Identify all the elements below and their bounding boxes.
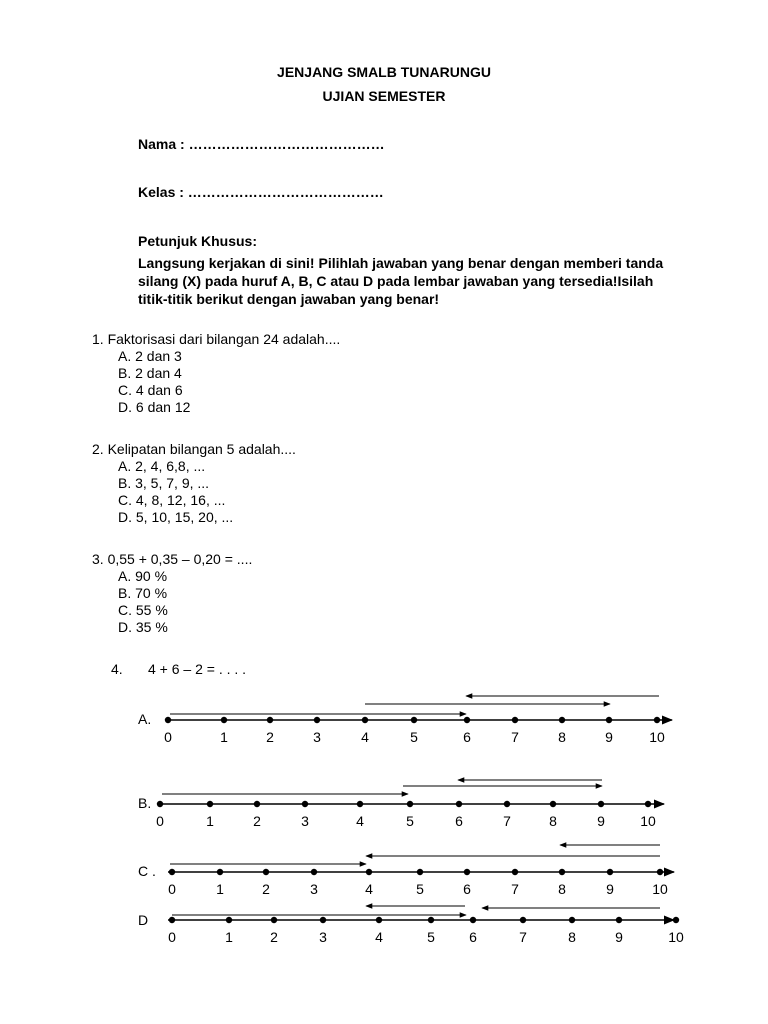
tick-dot [569,917,575,923]
tick-label: 0 [164,729,172,745]
tick-dot [559,869,565,875]
number-line-d [138,906,684,945]
tick-label: 2 [262,881,270,897]
option-b[interactable]: B. 70 % [118,585,168,601]
tick-dot [376,917,382,923]
tick-label: 6 [469,929,477,945]
tick-label: 8 [558,881,566,897]
tick-label: 8 [568,929,576,945]
number-line-options [0,680,768,970]
question-text: 1. Faktorisasi dari bilangan 24 adalah.... [92,331,341,347]
tick-dot [673,917,679,923]
question-number: 4. [111,661,123,677]
tick-dot [157,801,163,807]
question-expression: 4 + 6 – 2 = . . . . [148,661,247,677]
tick-label: 4 [375,929,383,945]
tick-dot [657,869,663,875]
tick-dot [606,717,612,723]
tick-dot [512,717,518,723]
number-line-c [138,845,674,897]
tick-label: 9 [615,929,623,945]
tick-label: 4 [361,729,369,745]
tick-dot [314,717,320,723]
tick-label: 4 [356,813,364,829]
tick-label: 7 [511,729,519,745]
question-text: 3. 0,55 + 0,35 – 0,20 = .... [92,551,253,567]
page-title: JENJANG SMALB TUNARUNGU [277,64,491,80]
question-2 [92,441,296,526]
tick-dot [504,801,510,807]
option-c[interactable]: C. 4 dan 6 [118,382,183,398]
tick-label: 10 [649,729,665,745]
option-d[interactable]: D. 5, 10, 15, 20, ... [118,509,234,525]
tick-label: 8 [558,729,566,745]
tick-label: 6 [455,813,463,829]
tick-dot [169,917,175,923]
number-line-a [138,696,672,745]
instructions-heading: Petunjuk Khusus: [138,233,258,249]
tick-dot [417,869,423,875]
tick-label: 3 [301,813,309,829]
tick-dot [407,801,413,807]
name-field[interactable]: Nama : …………………………………… [138,136,385,152]
tick-label: 4 [365,881,373,897]
tick-dot [221,717,227,723]
tick-dot [226,917,232,923]
tick-dot [320,917,326,923]
tick-label: 0 [156,813,164,829]
option-a[interactable]: A. 90 % [118,568,168,584]
option-d[interactable]: D. 6 dan 12 [118,399,191,415]
tick-dot [165,717,171,723]
tick-label: 7 [511,881,519,897]
tick-label: 0 [168,929,176,945]
tick-dot [550,801,556,807]
option-c[interactable]: C. 55 % [118,602,168,618]
question-1 [92,331,340,416]
tick-label: 9 [606,881,614,897]
question-4 [111,661,246,677]
tick-label: 6 [463,729,471,745]
option-c[interactable]: C. 4, 8, 12, 16, ... [118,492,226,508]
tick-label: 9 [597,813,605,829]
tick-label: 5 [406,813,414,829]
tick-dot [311,869,317,875]
tick-label: 0 [168,881,176,897]
tick-label: 5 [410,729,418,745]
tick-dot [598,801,604,807]
tick-dot [411,717,417,723]
tick-label: 8 [549,813,557,829]
tick-label: 1 [216,881,224,897]
tick-label: 10 [652,881,668,897]
tick-dot [464,717,470,723]
option-label: B. [138,795,152,811]
tick-label: 2 [270,929,278,945]
tick-label: 5 [416,881,424,897]
tick-dot [559,717,565,723]
option-b[interactable]: B. 2 dan 4 [118,365,182,381]
tick-dot [302,801,308,807]
option-b[interactable]: B. 3, 5, 7, 9, ... [118,475,210,491]
tick-label: 3 [319,929,327,945]
class-field[interactable]: Kelas : …………………………………… [138,184,384,200]
tick-label: 2 [253,813,261,829]
tick-dot [645,801,651,807]
tick-label: 10 [668,929,684,945]
question-text: 2. Kelipatan bilangan 5 adalah.... [92,441,296,457]
tick-dot [254,801,260,807]
tick-dot [357,801,363,807]
tick-dot [616,917,622,923]
tick-label: 5 [427,929,435,945]
tick-dot [464,869,470,875]
option-a[interactable]: A. 2, 4, 6,8, ... [118,458,206,474]
tick-dot [512,869,518,875]
tick-dot [607,869,613,875]
tick-dot [207,801,213,807]
tick-dot [362,717,368,723]
tick-dot [271,917,277,923]
instructions-body: Langsung kerjakan di sini! Pilihlah jawaban yang benar dengan memberi tanda silang (X) pada huruf A, B, C atau D pada lembar jawaban yang tersedia!Isilah titik-titik berikut dengan jawaban yang benar! [138,255,664,307]
tick-label: 3 [310,881,318,897]
tick-label: 2 [266,729,274,745]
number-line-b [138,780,664,829]
tick-dot [470,917,476,923]
tick-label: 1 [206,813,214,829]
tick-dot [263,869,269,875]
tick-dot [428,917,434,923]
tick-label: 10 [640,813,656,829]
tick-label: 9 [605,729,613,745]
option-d[interactable]: D. 35 % [118,619,168,635]
tick-dot [217,869,223,875]
option-label: D [138,912,149,928]
tick-dot [520,917,526,923]
option-a[interactable]: A. 2 dan 3 [118,348,182,364]
tick-dot [267,717,273,723]
tick-label: 7 [503,813,511,829]
tick-label: 6 [463,881,471,897]
tick-dot [654,717,660,723]
question-3 [92,551,252,636]
page-subtitle: UJIAN SEMESTER [322,88,446,104]
tick-label: 1 [220,729,228,745]
tick-label: 7 [519,929,527,945]
tick-label: 3 [313,729,321,745]
option-label: C . [138,863,156,879]
tick-dot [366,869,372,875]
tick-dot [169,869,175,875]
option-label: A. [138,711,152,727]
tick-dot [456,801,462,807]
tick-label: 1 [225,929,233,945]
